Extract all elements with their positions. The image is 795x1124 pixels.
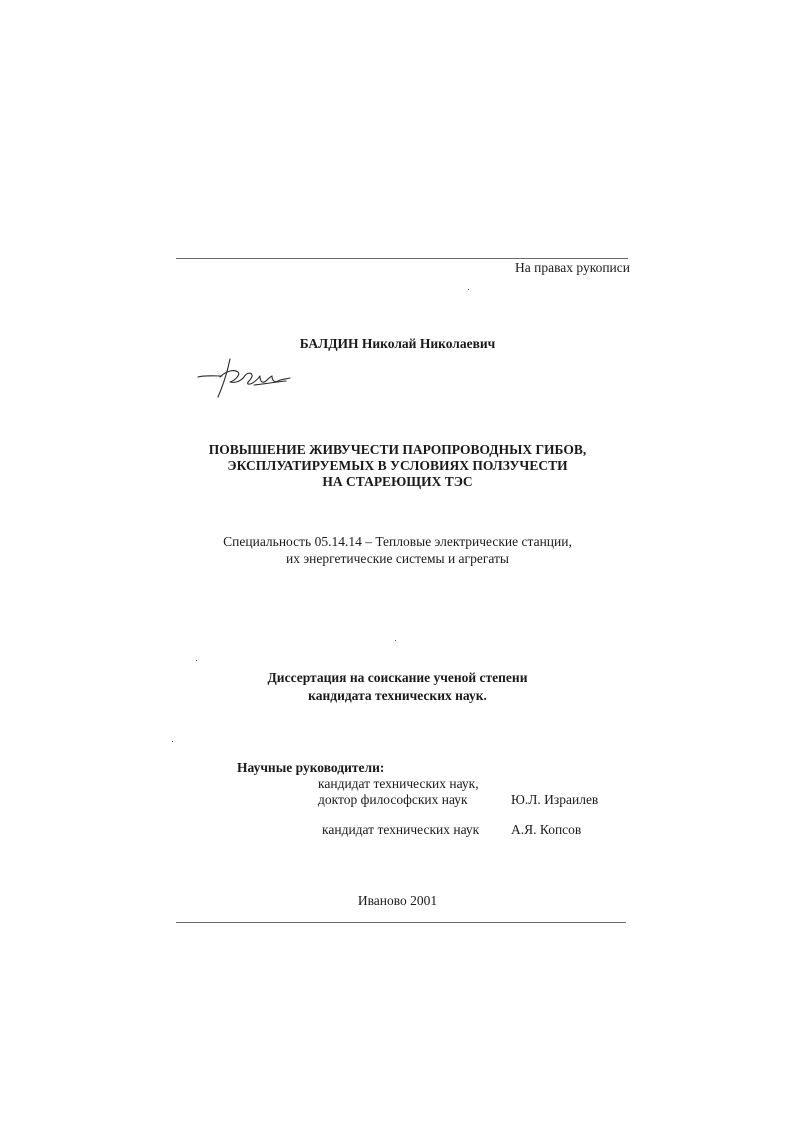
supervisor-name: А.Я. Копсов xyxy=(511,822,582,837)
supervisor-name: Ю.Л. Израилев xyxy=(511,792,599,807)
rights-note: На правах рукописи xyxy=(514,260,630,275)
scan-speck xyxy=(395,640,396,641)
scan-speck xyxy=(196,660,197,661)
top-rule xyxy=(176,258,628,259)
supervisor-degree: кандидат технических наук xyxy=(322,822,480,837)
title-line: ЭКСПЛУАТИРУЕМЫХ В УСЛОВИЯХ ПОЛЗУЧЕСТИ xyxy=(227,458,568,473)
signature-icon xyxy=(196,355,292,401)
title-line: НА СТАРЕЮЩИХ ТЭС xyxy=(322,474,473,489)
scan-speck xyxy=(172,741,173,742)
specialty-line: Специальность 05.14.14 – Тепловые электрические станции, xyxy=(223,534,572,549)
dissertation-title xyxy=(0,442,795,490)
city-year: Иваново 2001 xyxy=(357,893,438,908)
degree-line: кандидата технических наук. xyxy=(308,688,487,703)
supervisor-degree: кандидат технических наук, xyxy=(318,776,479,791)
author-name: БАЛДИН Николай Николаевич xyxy=(299,336,496,351)
scan-speck xyxy=(468,289,469,290)
title-line: ПОВЫШЕНИЕ ЖИВУЧЕСТИ ПАРОПРОВОДНЫХ ГИБОВ, xyxy=(208,442,587,457)
supervisor-degree: доктор философских наук xyxy=(318,792,468,807)
supervisors-label: Научные руководители: xyxy=(237,760,385,775)
specialty-block xyxy=(0,533,795,567)
degree-statement xyxy=(0,669,795,705)
bottom-rule xyxy=(176,922,626,923)
specialty-line: их энергетические системы и агрегаты xyxy=(286,551,509,566)
degree-line: Диссертация на соискание ученой степени xyxy=(267,670,528,685)
